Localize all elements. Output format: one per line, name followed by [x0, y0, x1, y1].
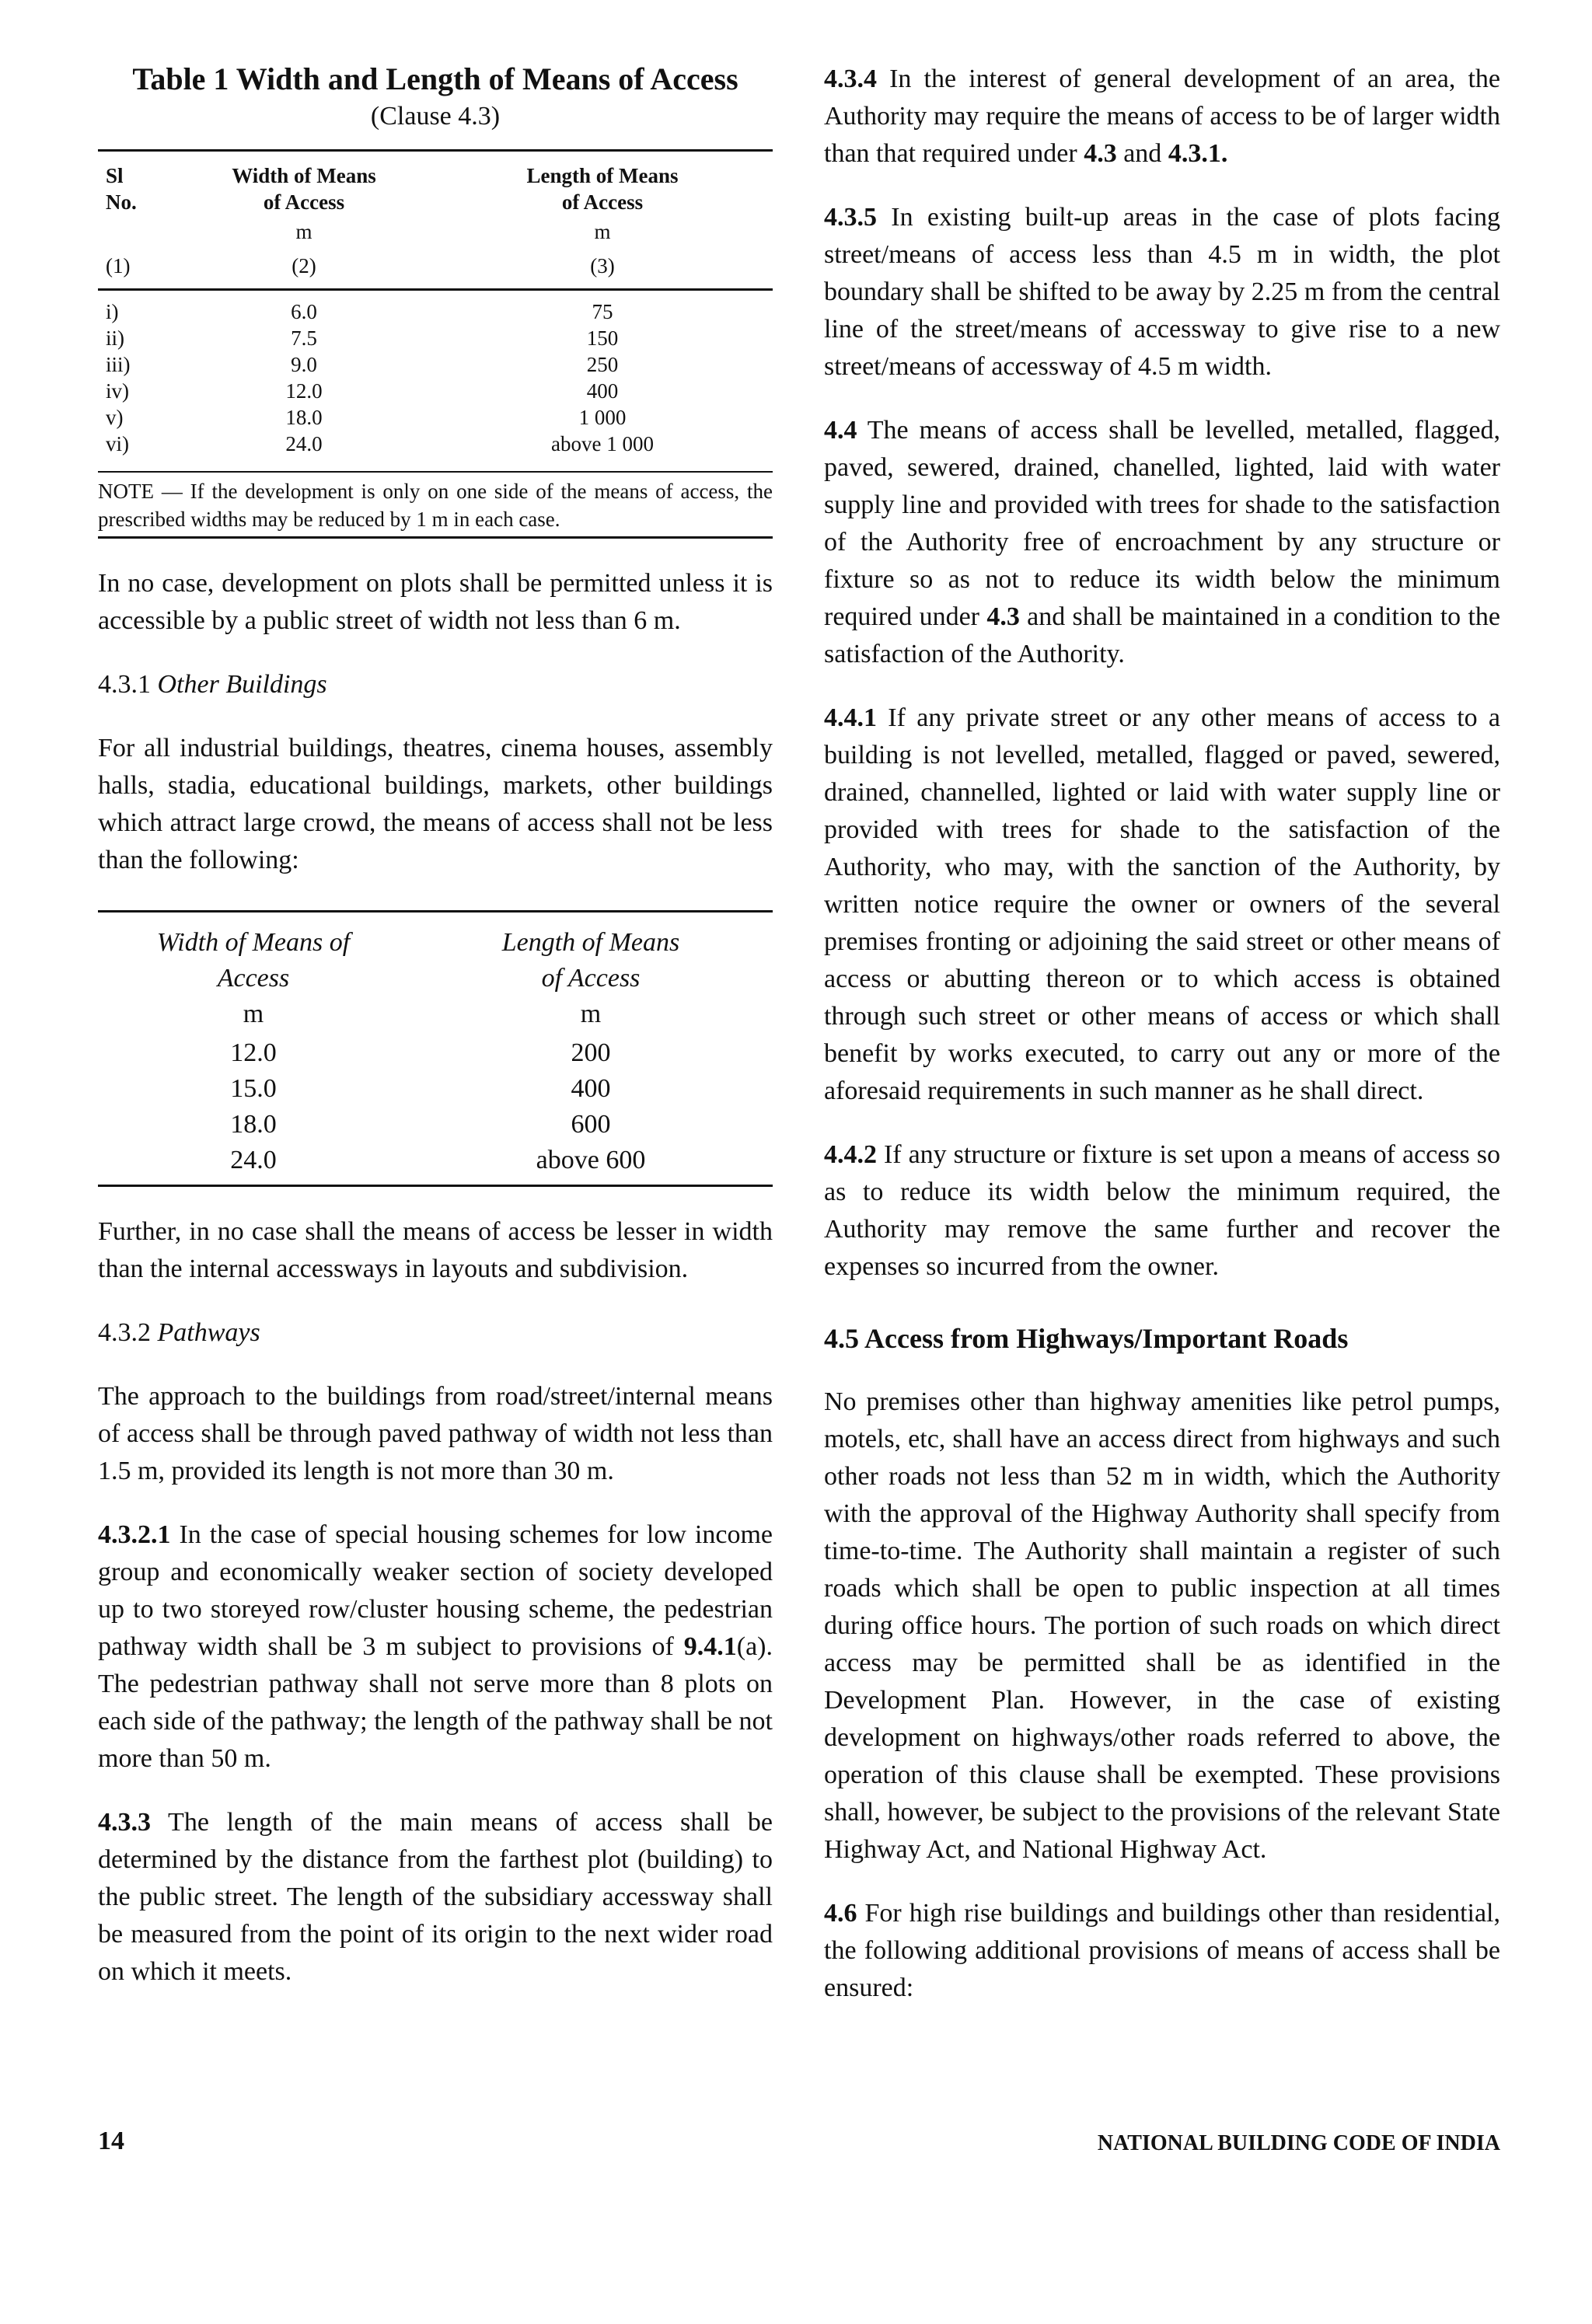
page-number: 14: [98, 2127, 124, 2155]
header-text: Length of Means: [501, 928, 680, 957]
table2-header-row: [98, 912, 773, 997]
section-number: 4.4.1: [824, 703, 877, 732]
section-number: 4.3.1: [98, 670, 151, 699]
table1-units-row: [98, 215, 773, 245]
paragraph-4-3-1: For all industrial buildings, theatres, cinema houses, assembly halls, stadia, educational buildings, markets, other buildings which attract large crowd, the means of access shall not be less than the following:: [98, 734, 773, 874]
footer-title: NATIONAL BUILDING CODE OF INDIA: [1097, 2131, 1500, 2155]
paragraph-text: The means of access shall be levelled, metalled, flagged, paved, sewered, drained, chanelled, lighted, laid with water supply line and provided with trees for shade to the satisfaction of the Authority free of encroachment by any structure or fixture so as not to reduce its width below the minimum required under: [824, 416, 1501, 631]
table1-cell-width: 6.0: [291, 300, 317, 323]
table2: [98, 910, 773, 1187]
heading-4-5: 4.5 Access from Highways/Important Roads: [824, 1323, 1349, 1354]
cross-reference: 4.3: [1084, 139, 1117, 168]
header-text: Sl: [106, 164, 124, 187]
table1-cell-sl: ii): [106, 326, 124, 350]
paragraph-text: and shall be maintained in a condition to the satisfaction of the Authority.: [824, 602, 1501, 668]
table1-header-sl: [98, 151, 176, 216]
header-text: No.: [106, 190, 137, 214]
table1-colnum-2: (2): [176, 245, 432, 290]
table1-cell-length: 150: [586, 326, 619, 350]
section-number: 4.3.4: [824, 65, 877, 93]
table1-cell-sl: iv): [106, 379, 129, 403]
table1-note: NOTE — If the development is only on one side of the means of access, the prescribed widths may be reduced by 1 m in each case.: [98, 477, 773, 539]
table1-cell-sl: i): [106, 300, 119, 323]
cross-reference: 4.3: [986, 602, 1020, 631]
paragraph-end: .: [1220, 139, 1228, 168]
table1-cell-width: 9.0: [291, 353, 317, 376]
paragraph-text: In existing built-up areas in the case of plots facing street/means of access less than 4.5 m in width, the plot boundary shall be shifted to be away by 2.25 m from the central line of the street/means of accessway to give rise to a new street/means of accessway of 4.5 m width.: [824, 203, 1500, 381]
header-text: of Access: [561, 190, 644, 214]
heading-4-3-2: [98, 1314, 773, 1352]
table1-cell-sl: iii): [106, 353, 131, 376]
table2-cell-length: 600: [571, 1110, 611, 1139]
paragraph-4-4-2: [824, 1136, 1500, 1286]
table-row: [98, 404, 773, 431]
table1-cell-length: 250: [586, 353, 619, 376]
table1-header-row: [98, 151, 773, 216]
table2-unit-length: m: [580, 1000, 602, 1028]
cross-reference: 4.3.1: [1168, 139, 1221, 168]
table1: [98, 149, 773, 473]
paragraph-4-3-3: [98, 1804, 773, 1991]
paragraph-4-3-5: [824, 199, 1500, 386]
paragraph-text: (a). The pedestrian pathway shall not serve more than 8 plots on each side of the pathway; the length of the pathway shall be not more than 50 m.: [98, 1632, 773, 1773]
table1-cell-sl: v): [106, 406, 124, 429]
paragraph-4-3-2-1: [98, 1516, 773, 1778]
section-number: 4.6: [824, 1899, 857, 1928]
table2-units-row: [98, 996, 773, 1035]
table-row: [98, 325, 773, 351]
paragraph-4-3-4: [824, 61, 1500, 173]
paragraph-4-6: [824, 1895, 1500, 2007]
section-title: Pathways: [157, 1318, 260, 1347]
table1-unit-length: m: [594, 220, 611, 243]
table2-cell-width: 24.0: [98, 1143, 409, 1186]
table-row: [98, 290, 773, 326]
header-text: of Access: [263, 190, 345, 214]
paragraph-text: and: [1123, 139, 1162, 168]
header-text: of Access: [541, 964, 641, 993]
table2-cell-length: 400: [571, 1074, 611, 1103]
table1-clause: (Clause 4.3): [370, 102, 501, 131]
header-text: Access: [217, 964, 290, 993]
table2-cell-width: 18.0: [230, 1110, 277, 1139]
section-number: 4.4.2: [824, 1140, 877, 1169]
table2-cell-length: 200: [571, 1038, 611, 1067]
section-number: 4.3.3: [98, 1808, 151, 1837]
table1-cell-length: above 1 000: [432, 431, 773, 472]
right-column: [824, 61, 1500, 2007]
paragraph-text: In the case of special housing schemes for low income group and economically weaker section of society developed up to two storeyed row/cluster housing scheme, the pedestrian pathway width shall be 3 m subject to provisions of: [98, 1520, 773, 1661]
table2-cell-length: above 600: [409, 1143, 773, 1186]
table2-cell-width: 12.0: [230, 1038, 277, 1067]
section-title: Other Buildings: [157, 670, 327, 699]
table1-header-width: [176, 151, 432, 216]
table1-unit-blank: [98, 215, 176, 245]
table1-unit-width: m: [295, 220, 312, 243]
paragraph-4-5: No premises other than highway amenities like petrol pumps, motels, etc, shall have an access direct from highways and such other roads not less than 52 m in width, which the Authority with the approval of the Highway Authority shall specify from time-to-time. The Authority shall maintain a register of such roads which shall be open to public inspection at all times during office hours. The portion of such roads on which direct access may be permitted shall be as identified in the Development Plan. However, in the case of existing development on highways/other roads referred to above, the operation of this clause shall be exempted. These provisions shall, however, be subject to the provisions of the relevant State Highway Act, and National Highway Act.: [824, 1387, 1500, 1864]
table-row: [98, 1143, 773, 1186]
table1-cell-width: 7.5: [291, 326, 317, 350]
table1-cell-length: 1 000: [578, 406, 627, 429]
table2-header-width: [98, 912, 409, 997]
paragraph-text: If any private street or any other means of access to a building is not levelled, metalled, flagged or paved, sewered, drained, channelled, lighted or laid with water supply line or provided with trees for shade to the satisfaction of the Authority, who may, with the sanction of the Authority, by written notice require the owner or owners of the several premises fronting or adjoining the said street or other means of access or abutting thereon or to which access is obtained through such street or other means of access or which shall benefit by works executed, to carry out any or more of the aforesaid requirements in such manner as he shall direct.: [824, 703, 1501, 1105]
table-row: [98, 378, 773, 404]
table-row: [98, 351, 773, 378]
table2-header-length: [409, 912, 773, 997]
section-number: 4.4: [824, 416, 857, 445]
paragraph-text: In the interest of general development of an area, the Authority may require the means of access to be of larger width than that required under: [824, 65, 1501, 168]
heading-4-3-1: [98, 666, 773, 703]
table2-cell-width: 15.0: [230, 1074, 277, 1103]
left-column: [98, 61, 773, 1991]
table1-colnum-1: (1): [98, 245, 176, 290]
section-number: 4.3.2: [98, 1318, 151, 1347]
table1-cell-width: 18.0: [285, 406, 323, 429]
paragraph-text: If any structure or fixture is set upon a means of access so as to reduce its width below the minimum required, the Authority may remove the same further and recover the expenses so incurred from the owner.: [824, 1140, 1500, 1281]
table-row: [98, 1071, 773, 1107]
table2-unit-width: m: [243, 1000, 264, 1028]
table-row: [98, 1035, 773, 1071]
table-row: [98, 431, 773, 472]
table1-cell-length: 400: [586, 379, 619, 403]
paragraph-text: For high rise buildings and buildings other than residential, the following additional provisions of means of access shall be ensured:: [824, 1899, 1500, 2002]
paragraph-4-4-1: [824, 700, 1500, 1110]
paragraph-4-3-2: The approach to the buildings from road/street/internal means of access shall be through paved pathway of width not less than 1.5 m, provided its length is not more than 30 m.: [98, 1382, 773, 1485]
table1-cell-width: 24.0: [176, 431, 432, 472]
table1-column-numbers-row: [98, 245, 773, 290]
header-text: Length of Means: [526, 164, 679, 187]
header-text: Width of Means of: [156, 928, 351, 957]
table1-header-length: [432, 151, 773, 216]
table1-cell-width: 12.0: [285, 379, 323, 403]
table1-caption: Table 1 Width and Length of Means of Access: [132, 61, 738, 96]
cross-reference: 9.4.1: [683, 1632, 737, 1661]
section-number: 4.3.5: [824, 203, 877, 232]
paragraph-text: The length of the main means of access shall be determined by the distance from the farthest plot (building) to the public street. The length of the subsidiary accessway shall be measured from the point of its origin to the next wider road on which it meets.: [98, 1808, 773, 1986]
section-number: 4.3.2.1: [98, 1520, 171, 1549]
table1-cell-sl: vi): [98, 431, 176, 472]
table-row: [98, 1107, 773, 1143]
paragraph-further: Further, in no case shall the means of access be lesser in width than the internal accessways in layouts and subdivision.: [98, 1217, 773, 1283]
paragraph-no-case: In no case, development on plots shall be permitted unless it is accessible by a public street of width not less than 6 m.: [98, 569, 773, 635]
header-text: Width of Means: [232, 164, 376, 187]
table1-cell-length: 75: [592, 300, 613, 323]
table1-colnum-3: (3): [432, 245, 773, 290]
paragraph-4-4: [824, 412, 1500, 673]
